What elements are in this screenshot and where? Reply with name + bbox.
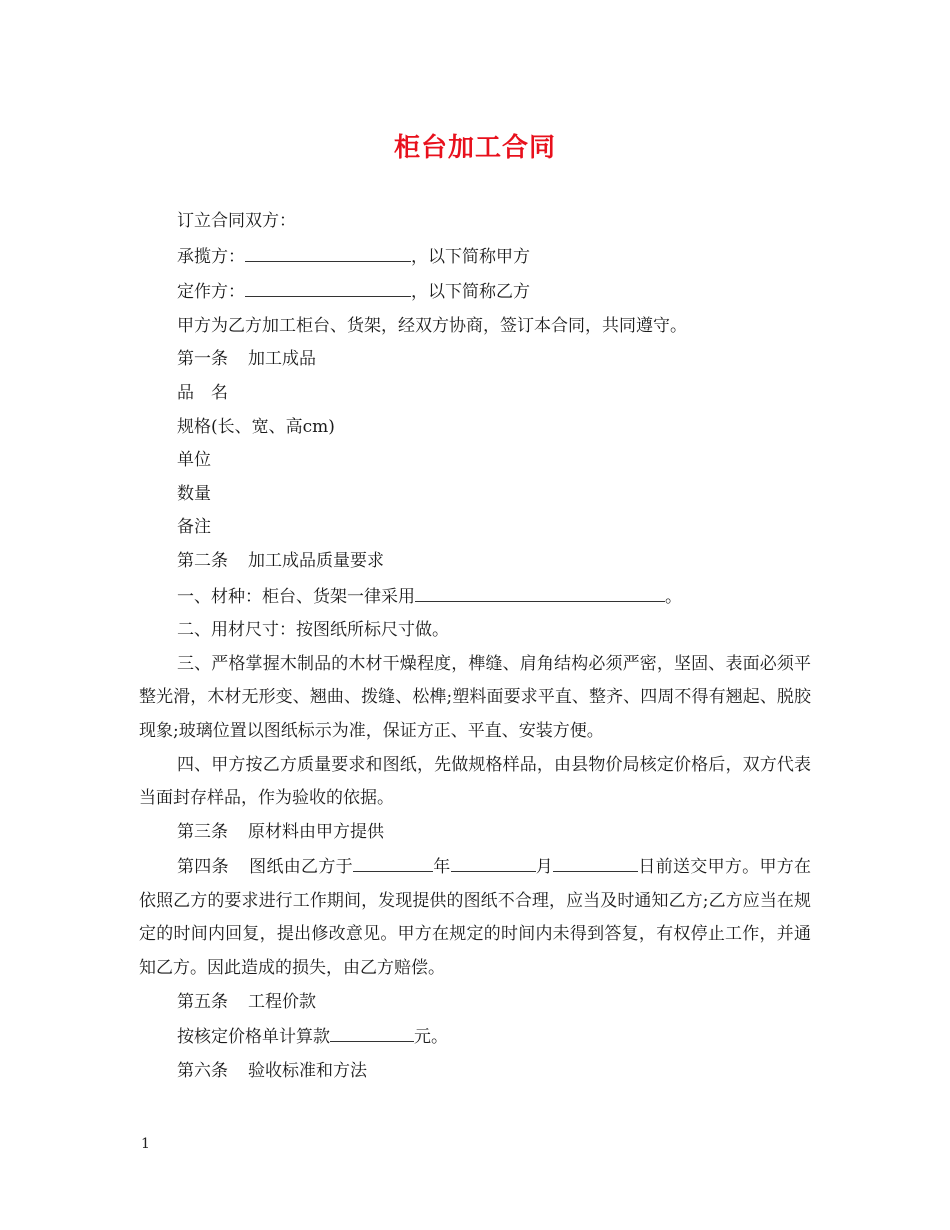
client-blank	[245, 274, 411, 297]
quality-item-1-text: 一、材种：柜台、货架一律采用	[177, 586, 415, 607]
article-6-number: 第六条	[177, 1060, 228, 1081]
contractor-suffix: ，以下简称甲方	[411, 246, 530, 267]
month-blank	[451, 849, 536, 872]
article-5-heading	[139, 986, 811, 1020]
material-blank	[415, 579, 665, 602]
article-3-title: 原材料由甲方提供	[248, 821, 384, 842]
month-label: 月	[535, 857, 554, 878]
year-blank	[353, 849, 433, 872]
article-6-title: 验收标准和方法	[248, 1060, 367, 1081]
article-5-title: 工程价款	[248, 991, 316, 1012]
article-1-heading	[139, 343, 811, 377]
contractor-blank	[245, 239, 411, 262]
article-4-paragraph	[139, 849, 811, 985]
client-line	[139, 274, 811, 310]
document-title: 柜台加工合同	[393, 133, 556, 163]
article-3-number: 第三条	[177, 821, 228, 842]
article-5-number: 第五条	[177, 991, 228, 1012]
article-3-heading	[139, 816, 811, 850]
item-name: 品 名	[177, 382, 228, 403]
article-4-number: 第四条	[177, 857, 229, 878]
day-blank	[553, 849, 638, 872]
article-1-title: 加工成品	[248, 349, 316, 370]
client-suffix: ，以下简称乙方	[411, 282, 530, 303]
contractor-line	[139, 239, 811, 275]
client-label: 定作方：	[177, 282, 245, 303]
article-2-heading	[139, 545, 811, 579]
item-unit: 单位	[177, 450, 211, 471]
price-line	[139, 1019, 811, 1055]
quality-item-1-end: 。	[665, 586, 682, 607]
article-4-text-a: 图纸由乙方于	[248, 857, 353, 878]
item-quantity: 数量	[177, 483, 211, 504]
contractor-label: 承揽方：	[177, 246, 245, 267]
year-label: 年	[432, 857, 451, 878]
intro-paragraph: 甲方为乙方加工柜台、货架，经双方协商，签订本合同，共同遵守。	[177, 315, 687, 336]
quality-item-3: 三、严格掌握木制品的木材干燥程度，榫缝、肩角结构必须严密，坚固、表面必须平整光滑，木材无形变、翘曲、拨缝、松榫;塑料面要求平直、整齐、四周不得有翘起、脱胶现象;玻璃位置以图纸标示为准，保证方正、平直、安装方便。	[139, 653, 811, 741]
article-2-title: 加工成品质量要求	[248, 550, 384, 571]
article-2-number: 第二条	[177, 550, 228, 571]
price-unit: 元。	[414, 1027, 448, 1048]
article-6-heading	[139, 1055, 811, 1089]
page-number: 1	[141, 1136, 150, 1152]
article-4-text-b: 日前送交甲方。甲方在依照乙方的要求进行工作期间，发现提供的图纸不合理，应当及时通知乙方;乙方应当在规定的时间内回复，提出修改意见。甲方在规定的时间内未得到答复，有权停止工作，并通知乙方。因此造成的损失，由乙方赔偿。	[139, 857, 812, 979]
document-body	[139, 205, 811, 1088]
quality-item-1	[139, 579, 811, 615]
quality-item-2: 二、用材尺寸：按图纸所标尺寸做。	[177, 620, 449, 641]
item-note: 备注	[177, 517, 211, 538]
parties-heading: 订立合同双方：	[177, 211, 296, 231]
quality-item-4: 四、甲方按乙方质量要求和图纸，先做规格样品，由县物价局核定价格后，双方代表当面封存样品，作为验收的依据。	[139, 754, 811, 809]
price-blank	[330, 1019, 414, 1042]
item-spec: 规格(长、宽、高cm)	[177, 416, 335, 437]
article-1-number: 第一条	[177, 349, 228, 370]
price-text: 按核定价格单计算款	[177, 1027, 330, 1048]
